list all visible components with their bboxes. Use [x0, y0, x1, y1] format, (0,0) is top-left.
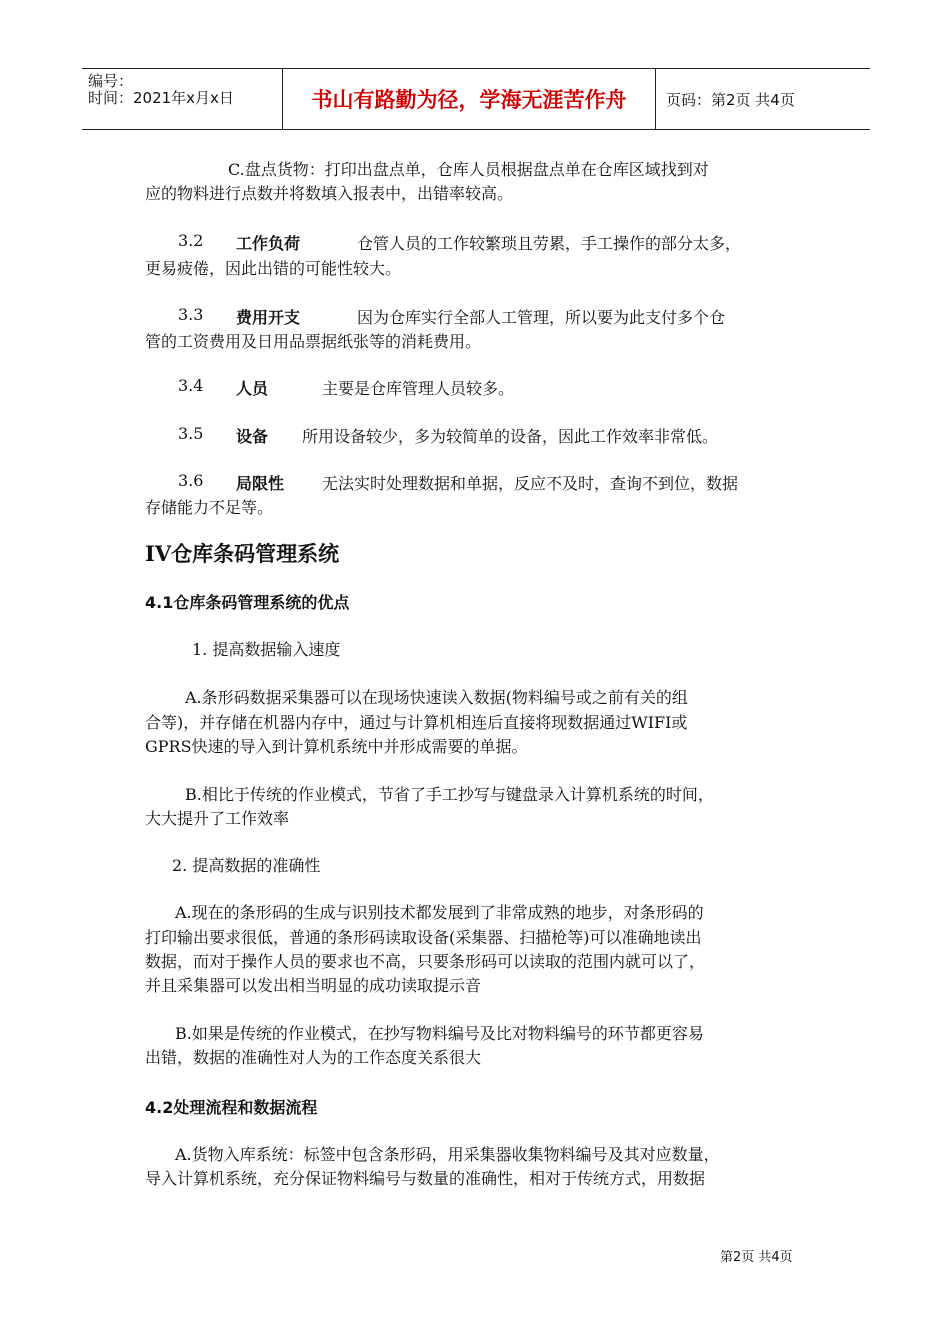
item-text: 仓管人员的工作较繁琐且劳累，手工操作的部分太多， — [357, 234, 742, 253]
item-text: 存储能力不足等。 — [145, 498, 274, 517]
subsection-title: 4.2处理流程和数据流程 — [145, 1098, 318, 1117]
para-line: 导入计算机系统，充分保证物料编号与数量的准确性，相对于传统方式，用数据 — [145, 1169, 706, 1188]
header-motto: 书山有路勤为径，学海无涯苦作舟 — [311, 88, 627, 112]
subsection-title: 4.1仓库条码管理系统的优点 — [145, 593, 350, 612]
code-label: 编号： — [88, 72, 134, 90]
point-title: 2. 提高数据的准确性 — [172, 856, 321, 875]
para-line: A.现在的条形码的生成与识别技术都发展到了非常成熟的地步，对条形码的 — [175, 903, 704, 922]
item-number: 3.4 — [178, 376, 204, 395]
item-text: 管的工资费用及日用品票据纸张等的消耗费用。 — [145, 332, 482, 351]
item-term: 设备 — [236, 427, 269, 446]
para-line: A.条形码数据采集器可以在现场快速读入数据(物料编号或之前有关的组 — [185, 688, 688, 707]
item-number: 3.5 — [178, 424, 204, 443]
section-title: IV仓库条码管理系统 — [145, 541, 340, 566]
para-line: A.货物入库系统：标签中包含条形码，用采集器收集物料编号及其对应数量， — [175, 1145, 720, 1164]
item-term: 局限性 — [236, 474, 285, 493]
item-number: 3.6 — [178, 471, 204, 490]
item-text: 主要是仓库管理人员较多。 — [322, 379, 515, 398]
para-line: 大大提升了工作效率 — [145, 809, 290, 828]
header-meta — [82, 69, 282, 129]
item-term: 人员 — [236, 379, 269, 398]
item-term: 工作负荷 — [236, 234, 301, 253]
para-line: 打印输出要求很低，普通的条形码读取设备(采集器、扫描枪等)可以准确地读出 — [145, 928, 702, 947]
item-number: 3.3 — [178, 305, 204, 324]
date-label: 时间：2021年x月x日 — [88, 89, 234, 107]
item-text: 因为仓库实行全部人工管理，所以要为此支付多个仓 — [357, 308, 726, 327]
para-line: 数据，而对于操作人员的要求也不高，只要条形码可以读取的范围内就可以了， — [145, 952, 706, 971]
para-line: 并且采集器可以发出相当明显的成功读取提示音 — [145, 976, 482, 995]
page-footer: 第2页 共4页 — [720, 1250, 793, 1265]
para-line: 合等)，并存储在机器内存中，通过与计算机相连后直接将现数据通过WIFI或 — [145, 713, 688, 732]
para-c-line2: 应的物料进行点数并将数填入报表中，出错率较高。 — [145, 184, 514, 203]
page-header — [82, 68, 870, 130]
item-term: 费用开支 — [236, 308, 301, 327]
para-c-line1: C.盘点货物：打印出盘点单，仓库人员根据盘点单在仓库区域找到对 — [228, 160, 709, 179]
header-page-info: 页码：第2页 共4页 — [666, 90, 795, 109]
para-line: B.如果是传统的作业模式，在抄写物料编号及比对物料编号的环节都更容易 — [175, 1024, 704, 1043]
item-text: 无法实时处理数据和单据，反应不及时，查询不到位，数据 — [322, 474, 739, 493]
para-line: GPRS快速的导入到计算机系统中并形成需要的单据。 — [145, 737, 528, 756]
para-line: 出错，数据的准确性对人为的工作态度关系很大 — [145, 1048, 482, 1067]
item-number: 3.2 — [178, 231, 204, 250]
para-line: B.相比于传统的作业模式，节省了手工抄写与键盘录入计算机系统的时间， — [185, 785, 714, 804]
item-text: 更易疲倦，因此出错的可能性较大。 — [145, 259, 402, 278]
item-text: 所用设备较少，多为较简单的设备，因此工作效率非常低。 — [302, 427, 719, 446]
point-title: 1. 提高数据输入速度 — [192, 640, 341, 659]
